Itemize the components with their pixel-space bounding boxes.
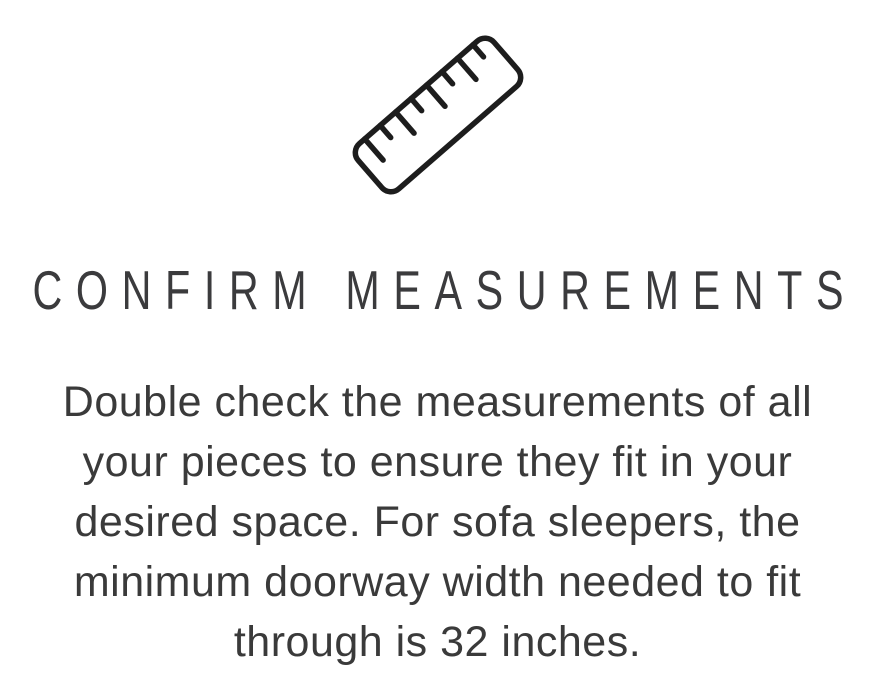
ruler-icon [346, 29, 530, 201]
ruler-tick-long [395, 112, 413, 133]
ruler-tick-long [426, 85, 444, 106]
ruler-tick-long [457, 58, 475, 79]
description-line: through is 32 inches. [233, 618, 642, 666]
ruler-tick-short [411, 99, 421, 111]
ruler-tick-short [473, 45, 483, 57]
ruler-tick-long [364, 139, 382, 160]
ruler-tick-short [442, 72, 452, 84]
description-line: Double check the measurements of all [62, 378, 813, 426]
ruler-icon-svg [346, 29, 530, 201]
description-line: your pieces to ensure they fit in your [82, 438, 793, 486]
description-line: minimum doorway width needed to fit [73, 558, 802, 606]
description-line: desired space. For sofa sleepers, the [74, 498, 801, 546]
ruler-icon-strokes [350, 33, 525, 196]
section-title: CONFIRM MEASUREMENTS [32, 259, 857, 321]
ruler-body [350, 33, 525, 196]
description-paragraph [0, 372, 875, 672]
ruler-tick-short [380, 125, 390, 137]
